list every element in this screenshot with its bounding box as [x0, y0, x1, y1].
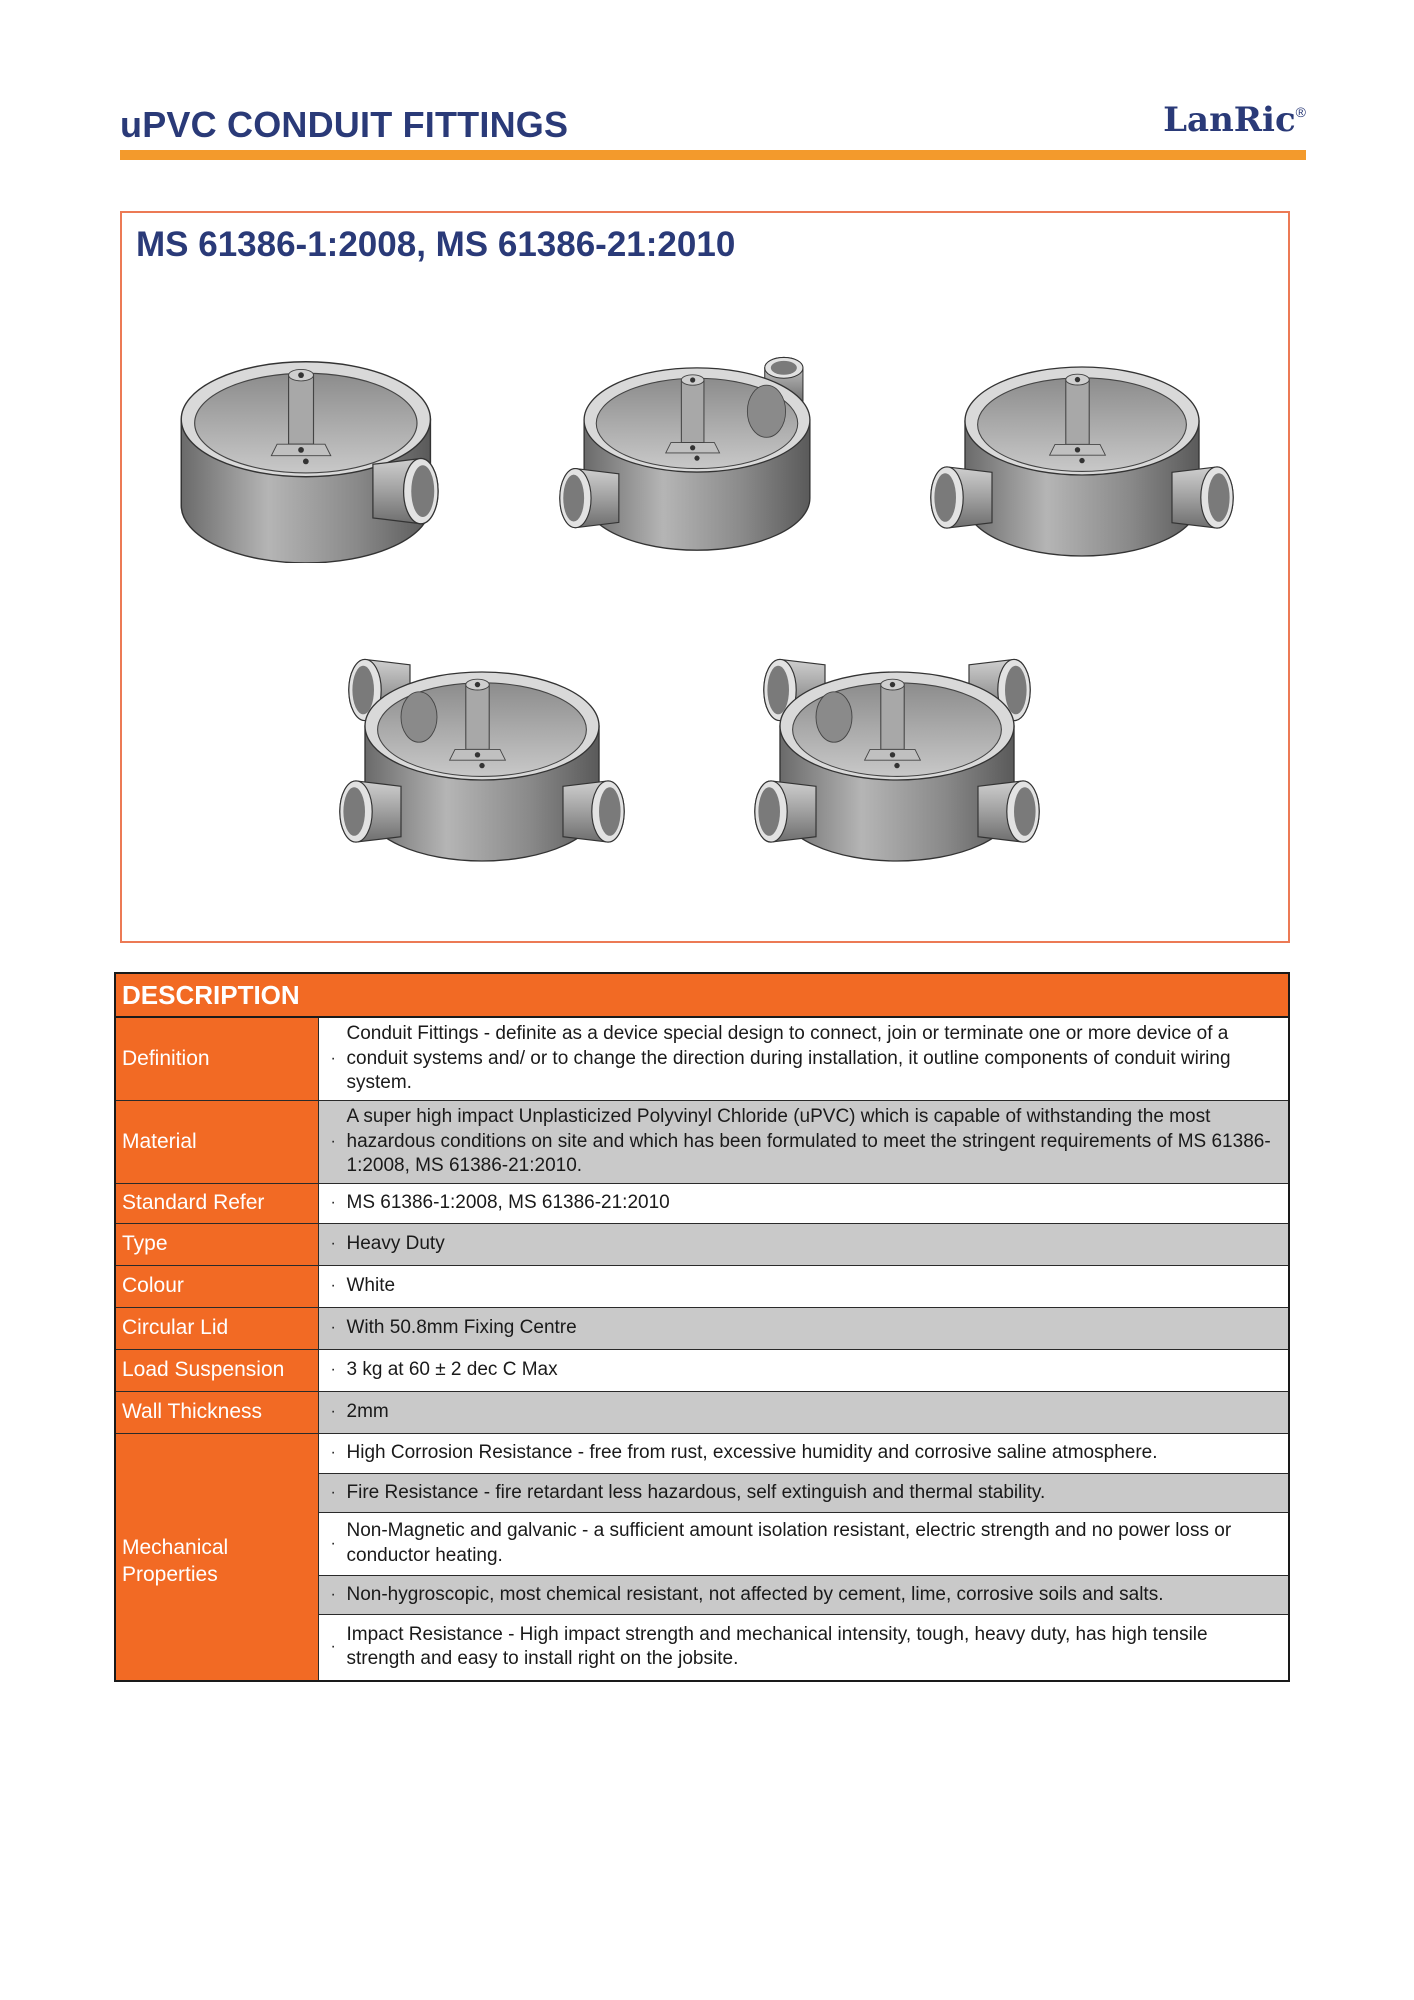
row-value: 3 kg at 60 ± 2 dec C Max: [346, 1359, 558, 1381]
table-row-type: [115, 1224, 1289, 1266]
row-label: Colour: [115, 1266, 318, 1308]
row-label: Wall Thickness: [115, 1392, 318, 1434]
table-row-definition: [115, 1017, 1289, 1101]
row-value: MS 61386-1:2008, MS 61386-21:2010: [346, 1192, 670, 1214]
row-label: Circular Lid: [115, 1308, 318, 1350]
bullet-icon: ·: [330, 1049, 336, 1067]
brand-name: LanRic: [1163, 100, 1296, 140]
row-value-cell: [318, 1434, 1289, 1474]
row-value-cell: [318, 1474, 1289, 1513]
row-value: With 50.8mm Fixing Centre: [346, 1317, 577, 1339]
product-image-panel: [120, 211, 1290, 943]
brand-logo: [1163, 100, 1306, 140]
row-label: Type: [115, 1224, 318, 1266]
row-value-cell: [318, 1308, 1289, 1350]
row-value: Conduit Fittings - definite as a device special design to connect, join or terminate one or more device of a conduit systems and/ or to change the direction during installation, it outline components of conduit wiring system.: [346, 1023, 1231, 1094]
bullet-icon: ·: [330, 1403, 336, 1421]
bullet-icon: ·: [330, 1194, 336, 1212]
bullet-icon: ·: [330, 1483, 336, 1501]
standard-title: MS 61386-1:2008, MS 61386-21:2010: [136, 225, 736, 264]
table-row-load-suspension: [115, 1350, 1289, 1392]
row-value-cell: [318, 1576, 1289, 1615]
table-row-wall-thickness: [115, 1392, 1289, 1434]
row-value-cell: [318, 1224, 1289, 1266]
row-value-cell: [318, 1392, 1289, 1434]
angle-box-image: [532, 321, 862, 571]
table-row-circular-lid: [115, 1308, 1289, 1350]
row-value-cell: [318, 1017, 1289, 1101]
row-label: Standard Refer: [115, 1184, 318, 1224]
row-label: Mechanical Properties: [115, 1434, 318, 1681]
row-label: Load Suspension: [115, 1350, 318, 1392]
row-value-cell: [318, 1513, 1289, 1576]
row-value: A super high impact Unplasticized Polyvinyl Chloride (uPVC) which is capable of withstanding the most hazardous conditions on site and which has been formulated to meet the stringent requirements of MS 61386-1:2008, MS 61386-21:2010.: [346, 1106, 1271, 1177]
bullet-icon: ·: [330, 1534, 336, 1552]
row-value-cell: [318, 1266, 1289, 1308]
description-heading: DESCRIPTION: [115, 973, 1289, 1017]
table-row-standard-refer: [115, 1184, 1289, 1224]
registered-mark: ®: [1295, 104, 1306, 120]
through-box-image: [902, 333, 1262, 563]
bullet-icon: ·: [330, 1361, 336, 1379]
row-value: Fire Resistance - fire retardant less hazardous, self extinguish and thermal stability.: [346, 1481, 1046, 1503]
table-row-material: [115, 1101, 1289, 1184]
row-value-cell: [318, 1184, 1289, 1224]
row-value-cell: [318, 1350, 1289, 1392]
bullet-icon: ·: [330, 1132, 336, 1150]
bullet-icon: ·: [330, 1235, 336, 1253]
description-header-row: [115, 973, 1289, 1017]
row-value: 2mm: [346, 1401, 389, 1423]
page-title: uPVC CONDUIT FITTINGS: [120, 104, 569, 145]
header-divider: [120, 150, 1306, 160]
row-value-cell: [318, 1615, 1289, 1681]
row-value: Non-Magnetic and galvanic - a sufficient amount isolation resistant, electric strength and no power loss or conductor heating.: [346, 1520, 1232, 1567]
row-value: Non-hygroscopic, most chemical resistant, not affected by cement, lime, corrosive soils and salts.: [346, 1583, 1164, 1605]
four-way-box-image: [717, 633, 1077, 873]
row-label: Material: [115, 1101, 318, 1184]
bullet-icon: ·: [330, 1277, 336, 1295]
row-value: Impact Resistance - High impact strength and mechanical intensity, tough, heavy duty, has high tensile strength and easy to install right on the jobsite.: [346, 1623, 1208, 1670]
bullet-icon: ·: [330, 1585, 336, 1603]
row-value-cell: [318, 1101, 1289, 1184]
tee-box-image: [302, 633, 662, 873]
bullet-icon: ·: [330, 1444, 336, 1462]
row-value: Heavy Duty: [346, 1233, 445, 1255]
table-row-mechanical: [115, 1434, 1289, 1474]
table-row-colour: [115, 1266, 1289, 1308]
row-value: White: [346, 1275, 396, 1297]
row-value: High Corrosion Resistance - free from rust, excessive humidity and corrosive saline atmosphere.: [346, 1442, 1158, 1464]
bullet-icon: ·: [330, 1637, 336, 1655]
bullet-icon: ·: [330, 1319, 336, 1337]
description-table: [114, 972, 1290, 1682]
row-label: Definition: [115, 1017, 318, 1101]
one-way-box-image: [170, 333, 480, 563]
